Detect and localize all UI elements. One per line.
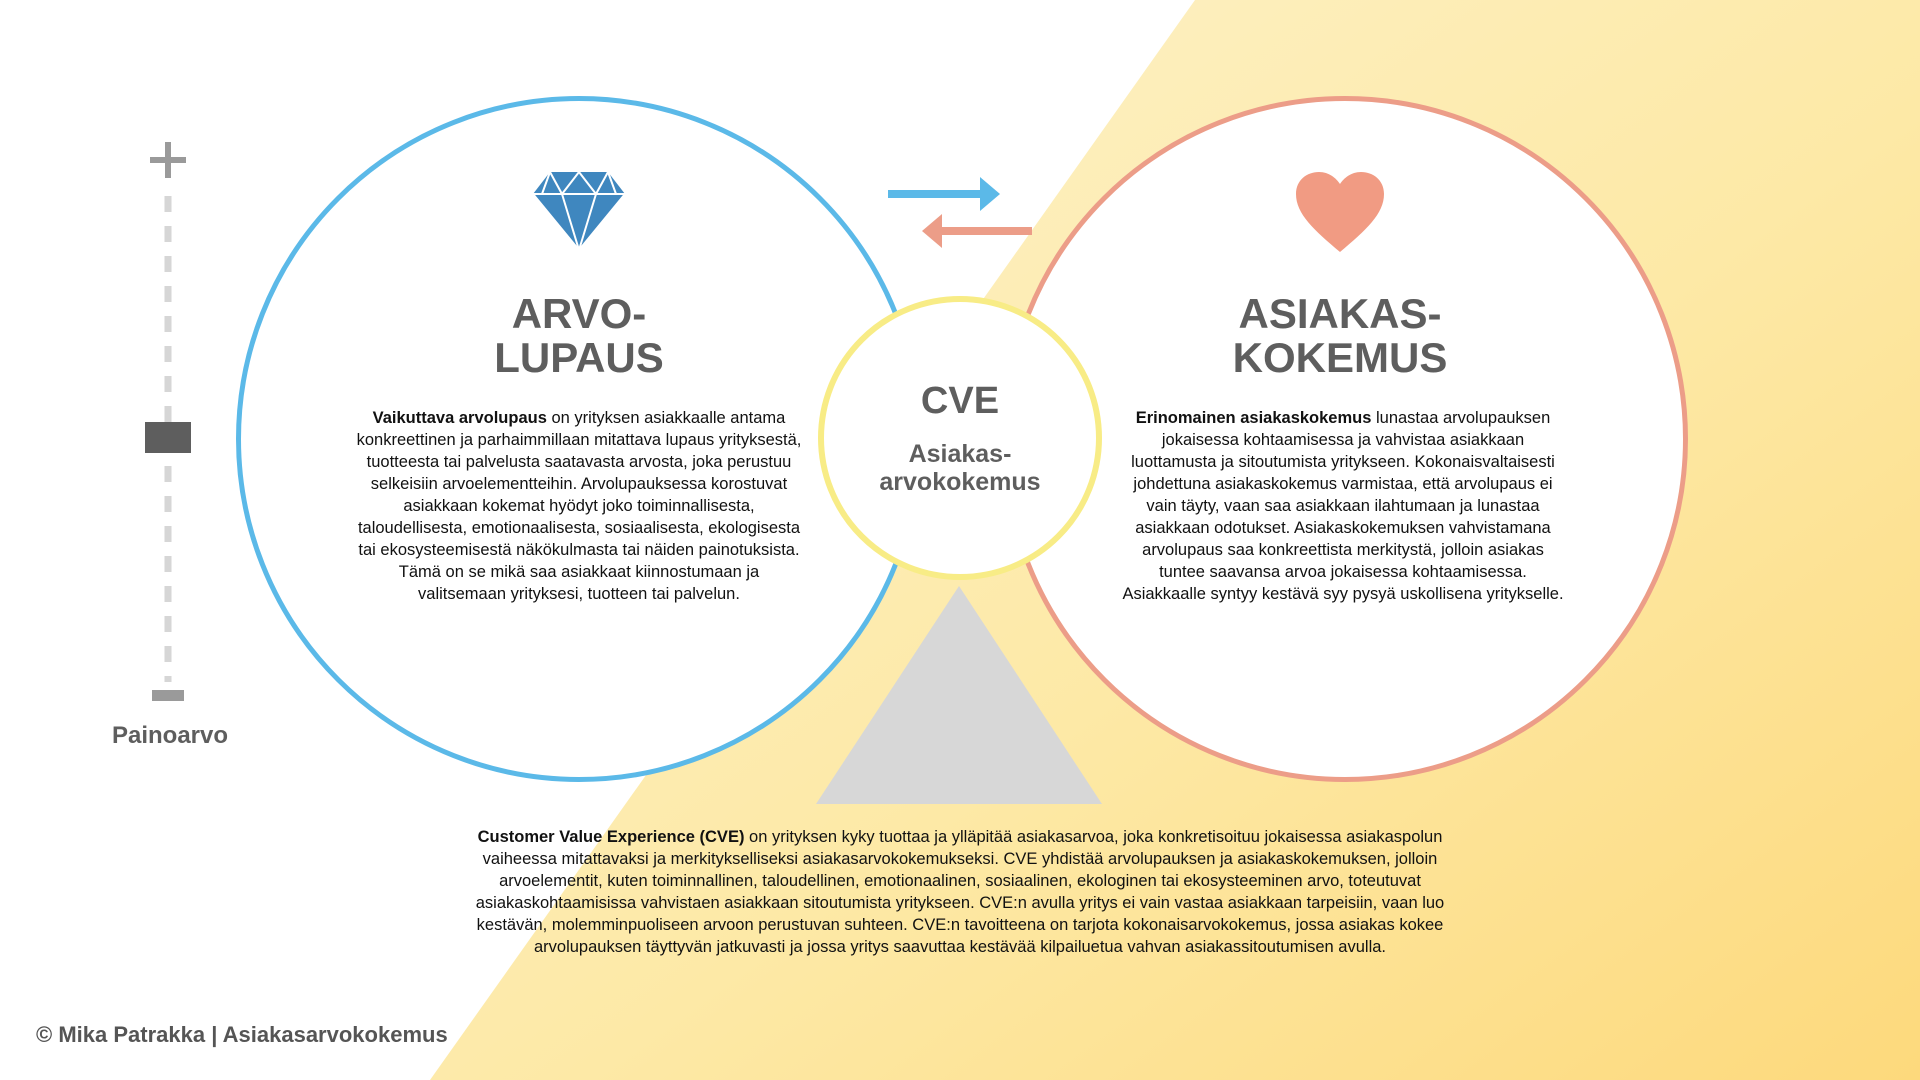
slider-handle[interactable] bbox=[145, 422, 191, 453]
cve-subtitle-line2: arvokokemus bbox=[879, 468, 1041, 496]
exchange-arrows-icon bbox=[880, 175, 1040, 250]
customer-experience-heading bbox=[1190, 292, 1490, 380]
value-proposition-text bbox=[356, 407, 802, 605]
cve-title: CVE bbox=[920, 380, 1000, 422]
value-proposition-heading bbox=[429, 292, 729, 380]
customer-experience-bold: Erinomainen asiakaskokemus bbox=[1135, 409, 1372, 427]
value-proposition-bold: Vaikuttava arvolupaus bbox=[372, 409, 547, 427]
minus-icon bbox=[152, 690, 184, 701]
customer-experience-heading-line1: ASIAKAS- bbox=[1238, 290, 1442, 337]
cve-description-body: on yrityksen kyky tuottaa ja ylläpitää asiakasarvoa, joka konkretisoituu jokaisessa asiakaspolun vaiheessa mitattavaksi ja merkitykselliseksi asiakasarvokokemukseksi. CVE yhdistää arvolupauksen ja asiakaskokemuksen, jolloin arvoelementit, kuten toiminnallinen, taloudellinen, emotionaalinen, sosiaalinen, ekologinen tai ekosysteeminen arvo, toteutuvat asiakaskohtaamisissa vahvistaen asiakkaan sitoutumista yritykseen. CVE:n avulla yritys ei vain vastaa asiakkaan tarpeisiin, vaan luo kestävän, molemminpuoliseen arvoon perustuvan suhteen. CVE:n tavoitteena on tarjota kokonaisarvokokemus, jossa asiakas kokee arvolupauksen täyttyvän jatkuvasti ja jossa yritys saavuttaa kestävää kilpailuetua vahvan asiakassitoutumisen avulla. bbox=[475, 828, 1445, 956]
cve-description-bold: Customer Value Experience (CVE) bbox=[477, 828, 745, 846]
customer-experience-text bbox=[1118, 407, 1568, 605]
cve-subtitle bbox=[860, 440, 1060, 496]
heart-icon bbox=[1294, 170, 1386, 254]
customer-experience-body: lunastaa arvolupauksen jokaisessa kohtaamisessa ja vahvistaa asiakkaan luottamusta ja sitoutumista yritykseen. Kokonaisvaltaisesti johdettuna asiakaskokemus varmistaa, että arvolupaus ei vain täyty, vaan saa asiakkaan ilahtumaan ja lunastaa asiakkaan odotukset. Asiakaskokemuksen vahvistamana arvolupaus saa konkreettista merkitystä, jolloin asiakas tuntee saavansa arvoa jokaisessa kohtaamisessa. Asiakkaalle syntyy kestävä syy pysyä uskollisena yritykselle. bbox=[1122, 409, 1564, 603]
customer-experience-heading-line2: KOKEMUS bbox=[1232, 334, 1448, 381]
copyright-footer: © Mika Patrakka | Asiakasarvokokemus bbox=[36, 1022, 448, 1047]
value-proposition-heading-line1: ARVO- bbox=[511, 290, 647, 337]
cve-circle bbox=[818, 296, 1102, 580]
diamond-icon bbox=[532, 170, 626, 252]
cve-subtitle-line1: Asiakas- bbox=[908, 440, 1012, 468]
slider-label: Painoarvo bbox=[111, 722, 229, 749]
cve-description bbox=[470, 826, 1450, 958]
plus-icon bbox=[148, 140, 188, 180]
triangle-shape bbox=[816, 586, 1102, 808]
value-proposition-body: on yrityksen asiakkaalle antama konkreettinen ja parhaimmillaan mitattava lupaus yrityksestä, tuotteesta tai palvelusta saatavasta arvosta, joka perustuu selkeisiin arvoelementteihin. Arvolupauksessa korostuvat asiakkaan kokemat hyödyt joko toiminnallisesta, taloudellisesta, emotionaalisesta, sosiaalisesta, ekologisesta tai ekosysteemisestä näkökulmasta tai näiden painotuksista. Tämä on se mikä saa asiakkaat kiinnostumaan ja valitsemaan yrityksesi, tuotteen tai palvelun. bbox=[356, 409, 802, 603]
value-proposition-heading-line2: LUPAUS bbox=[494, 334, 664, 381]
